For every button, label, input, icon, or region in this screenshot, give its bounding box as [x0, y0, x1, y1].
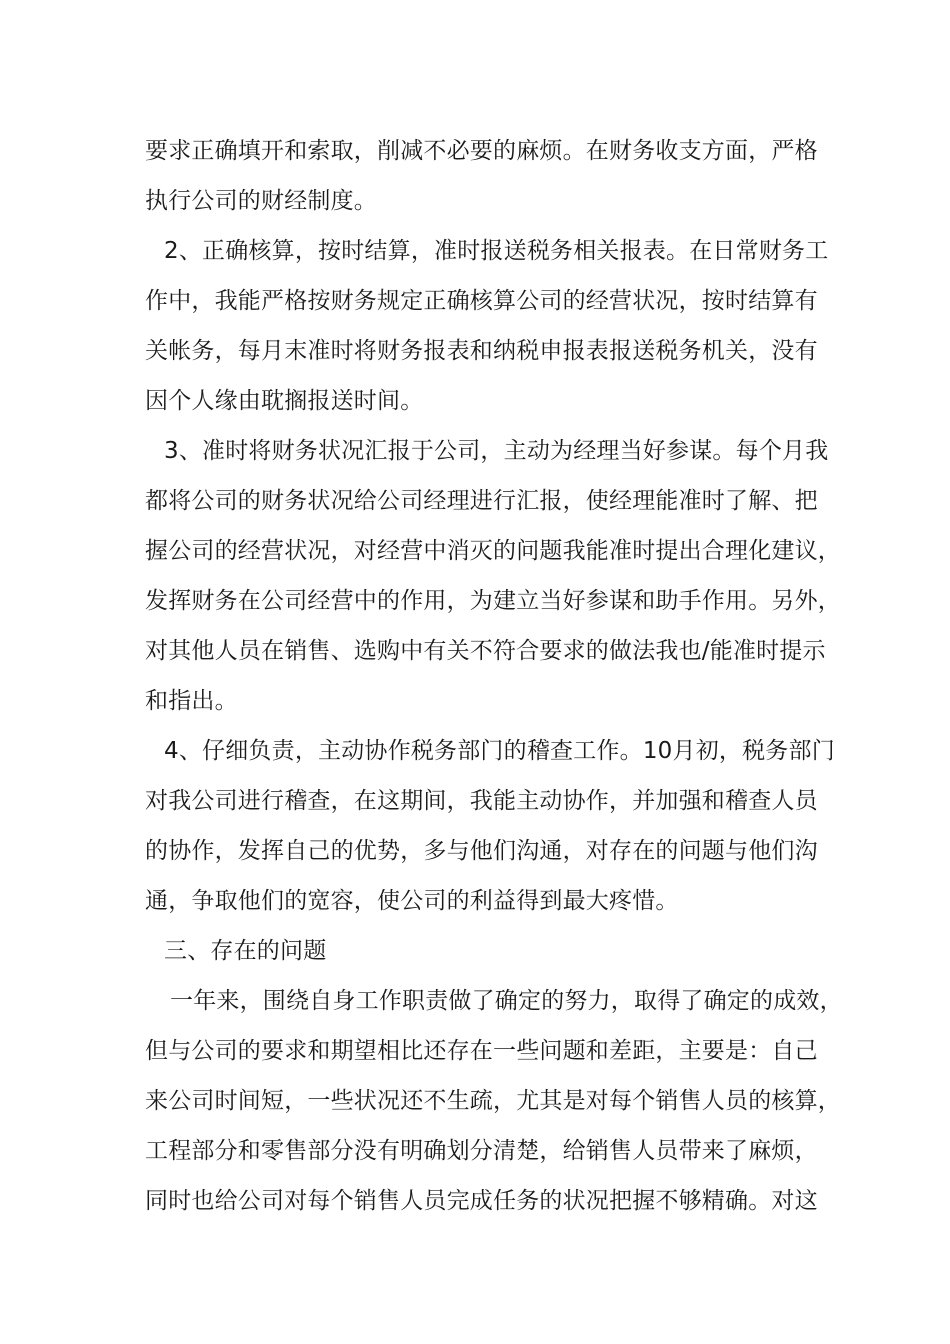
paragraph-start-line: 4、仔细负责，主动协作税务部门的稽查工作。10月初，税务部门	[164, 738, 835, 764]
text-line: 执行公司的财经制度。	[145, 188, 377, 214]
section-heading: 三、存在的问题	[164, 938, 327, 964]
text-line: 来公司时间短，一些状况还不生疏，尤其是对每个销售人员的核算，	[145, 1088, 841, 1114]
text-line: 要求正确填开和索取，削减不必要的麻烦。在财务收支方面，严格	[145, 138, 818, 164]
text-line: 通，争取他们的宽容，使公司的利益得到最大疼惜。	[145, 888, 679, 914]
paragraph-start-line: 2、正确核算，按时结算，准时报送税务相关报表。在日常财务工	[164, 238, 829, 264]
text-line: 对我公司进行稽查，在这期间，我能主动协作，并加强和稽查人员	[145, 788, 818, 814]
text-line: 同时也给公司对每个销售人员完成任务的状况把握不够精确。对这	[145, 1188, 818, 1214]
text-line: 因个人缘由耽搁报送时间。	[145, 388, 424, 414]
text-line: 工程部分和零售部分没有明确划分清楚，给销售人员带来了麻烦，	[145, 1138, 818, 1164]
text-line: 但与公司的要求和期望相比还存在一些问题和差距，主要是：自己	[145, 1038, 818, 1064]
text-line: 和指出。	[145, 688, 238, 714]
text-line: 发挥财务在公司经营中的作用，为建立当好参谋和助手作用。另外，	[145, 588, 841, 614]
text-line: 握公司的经营状况，对经营中消灭的问题我能准时提出合理化建议，	[145, 538, 841, 564]
paragraph-start-line: 一年来，围绕自身工作职责做了确定的努力，取得了确定的成效，	[170, 988, 843, 1014]
text-line: 都将公司的财务状况给公司经理进行汇报，使经理能准时了解、把	[145, 488, 818, 514]
text-line: 的协作，发挥自己的优势，多与他们沟通，对存在的问题与他们沟	[145, 838, 818, 864]
paragraph-start-line: 3、准时将财务状况汇报于公司，主动为经理当好参谋。每个月我	[164, 438, 829, 464]
text-line: 对其他人员在销售、选购中有关不符合要求的做法我也/能准时提示	[145, 638, 826, 664]
text-line: 作中，我能严格按财务规定正确核算公司的经营状况，按时结算有	[145, 288, 818, 314]
text-line: 关帐务，每月末准时将财务报表和纳税申报表报送税务机关，没有	[145, 338, 818, 364]
